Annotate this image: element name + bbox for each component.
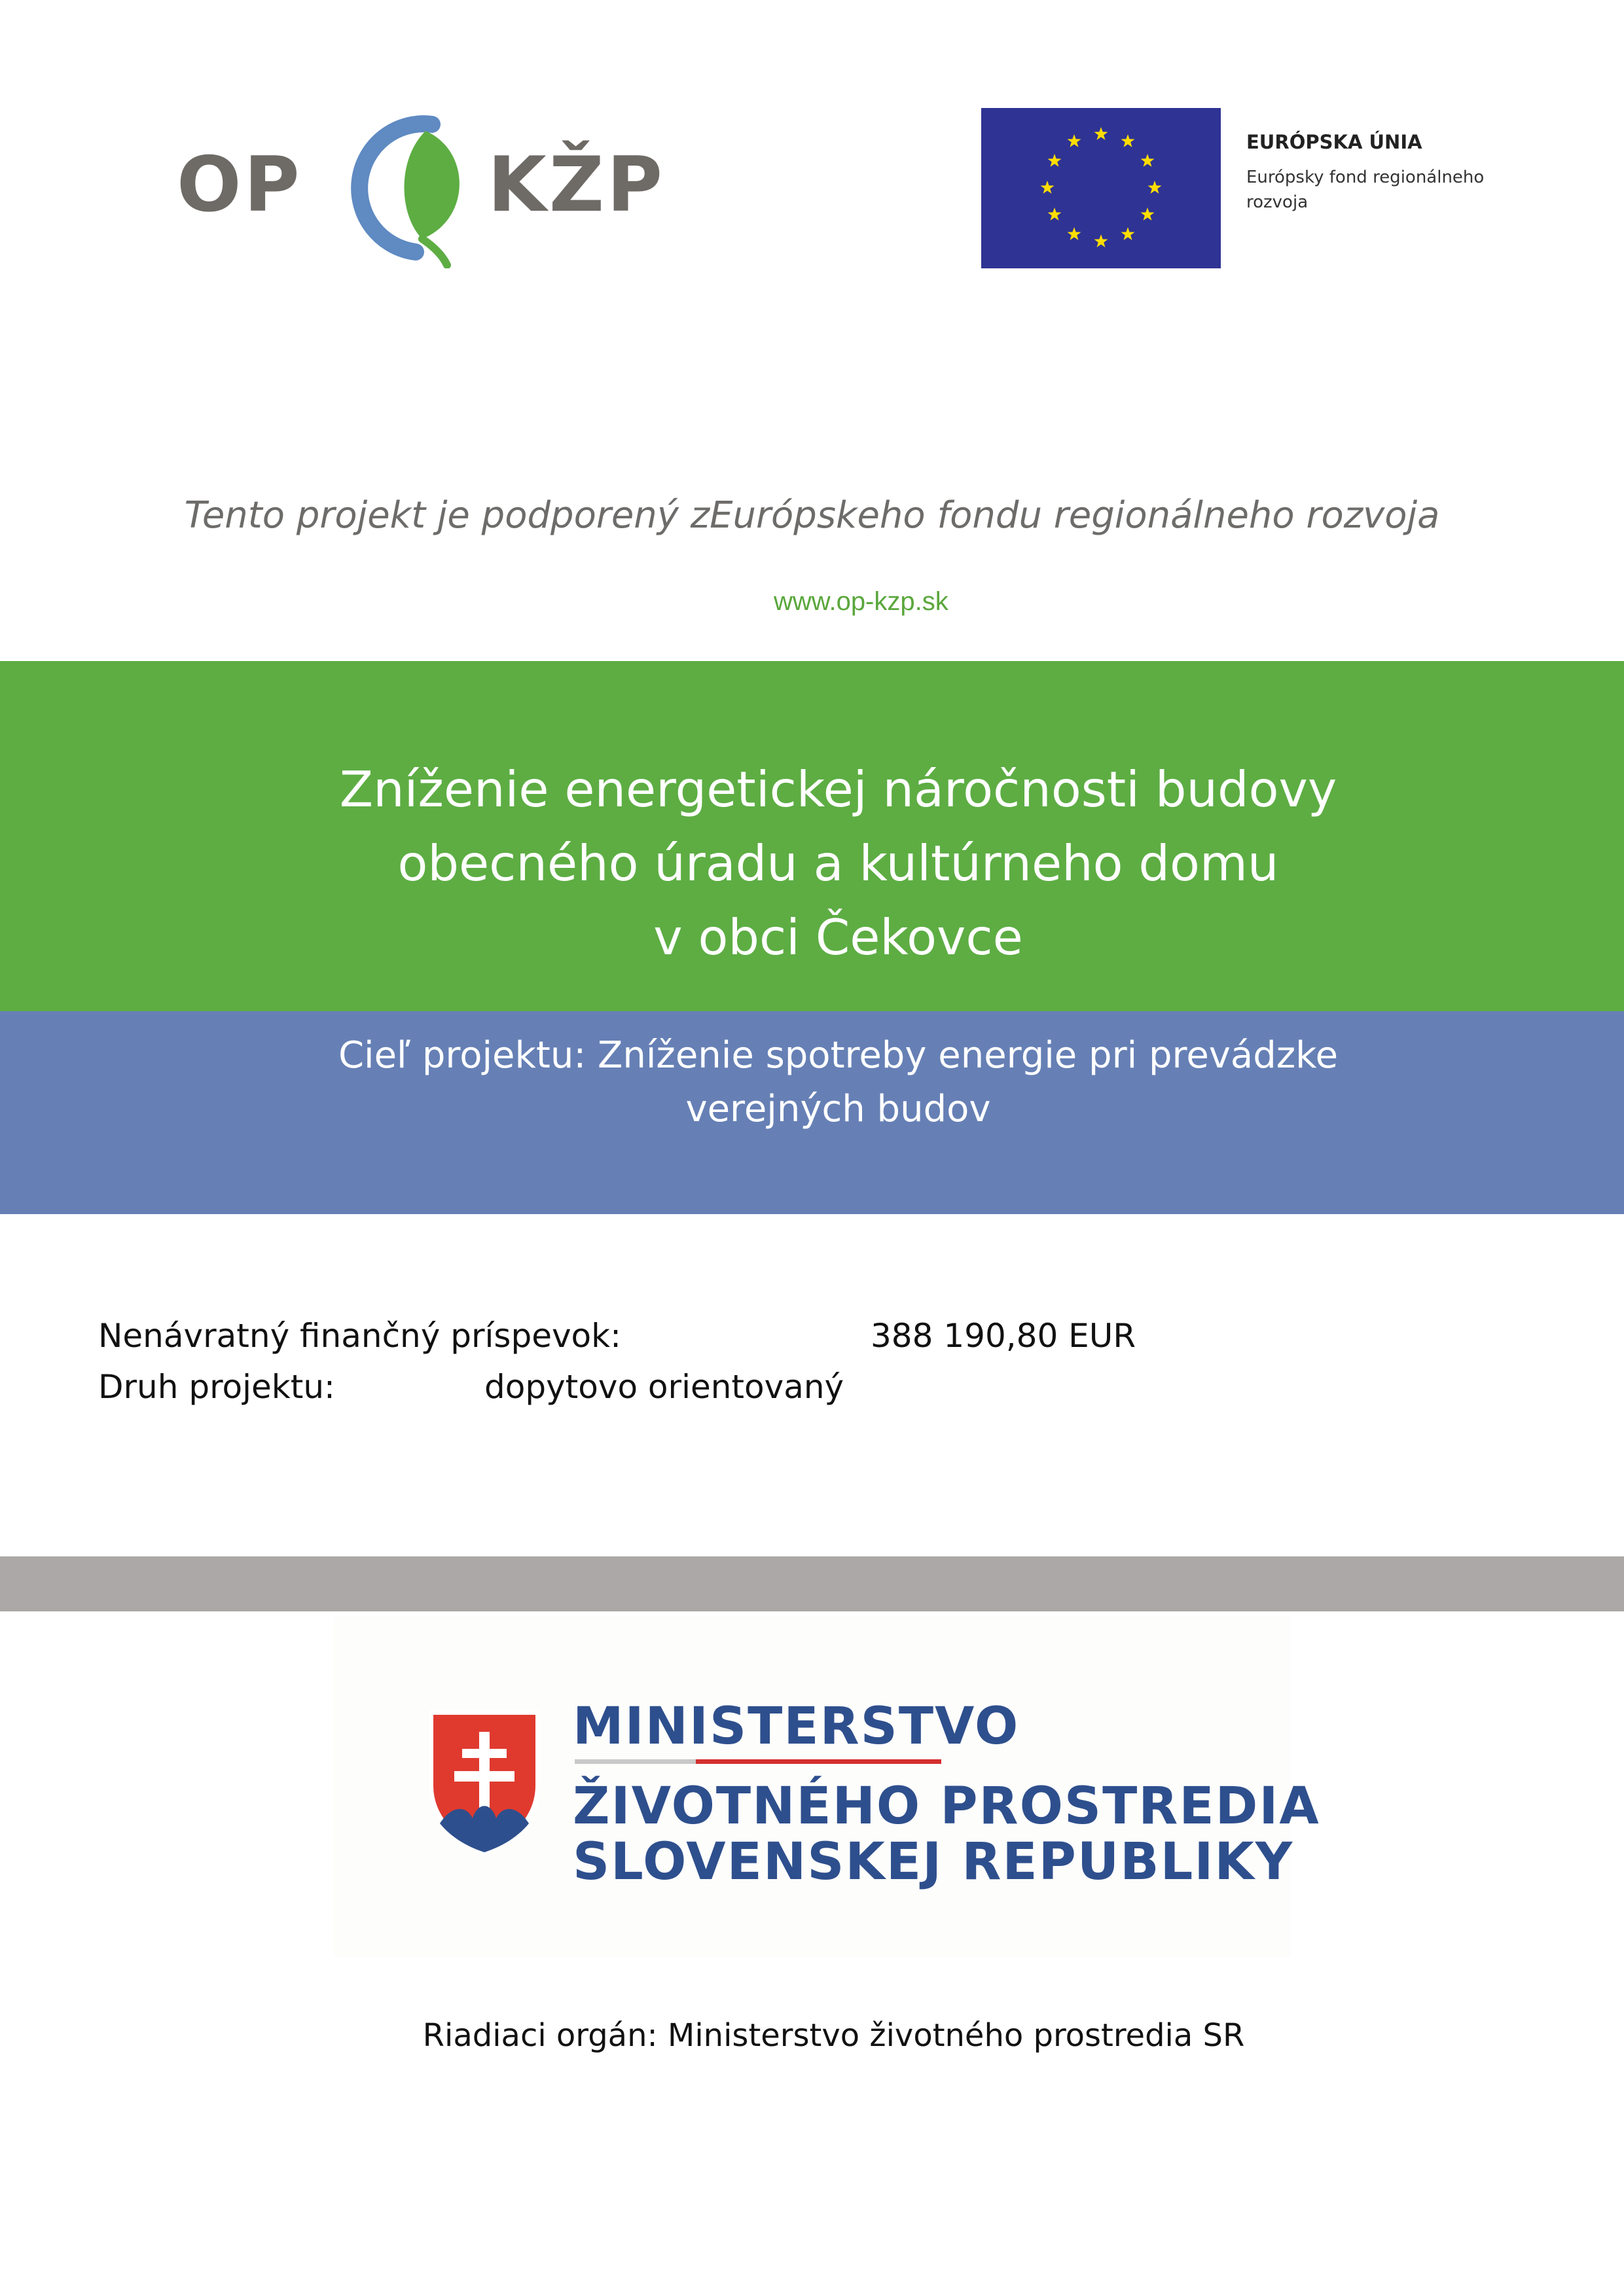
eu-star-icon xyxy=(1041,181,1055,194)
eu-flag-icon xyxy=(981,108,1221,268)
opkzp-logo xyxy=(177,105,666,268)
project-title-line: v obci Čekovce xyxy=(653,908,1023,966)
ministry-name-line: ŽIVOTNÉHO PROSTREDIA xyxy=(573,1777,1320,1836)
ministry-name-line: SLOVENSKEJ REPUBLIKY xyxy=(573,1833,1294,1892)
eu-star-icon xyxy=(1094,234,1108,247)
logo-text-kzp: KŽP xyxy=(488,141,666,229)
logo-text-op: OP xyxy=(177,141,302,229)
eu-star-icon xyxy=(1068,134,1081,147)
project-title-line: obecného úradu a kultúrneho domu xyxy=(397,834,1279,892)
eu-star-icon xyxy=(1148,181,1162,194)
eu-star-icon xyxy=(1048,154,1062,167)
eu-star-icon xyxy=(1121,227,1135,240)
eu-title: EURÓPSKA ÚNIA xyxy=(1246,131,1422,153)
support-statement: Tento projekt je podporený zEurópskeho fondu regionálneho rozvoja xyxy=(184,494,1440,537)
managing-authority xyxy=(0,2017,1624,2054)
ministry-name-line: MINISTERSTVO xyxy=(573,1697,1020,1756)
eu-star-icon xyxy=(1094,127,1108,140)
ministry-tricolor-rule xyxy=(575,1759,941,1764)
project-goal-line: Cieľ projektu: Zníženie spotreby energie pri prevádzke xyxy=(338,1034,1339,1077)
project-title xyxy=(0,753,1624,975)
leaf-circle-icon xyxy=(317,105,475,268)
project-title-line: Zníženie energetickej náročnosti budovy xyxy=(339,761,1337,818)
eu-subtitle: Európsky fond regionálneho rozvoja xyxy=(1246,168,1485,212)
project-goal xyxy=(0,1029,1624,1136)
project-type-value: dopytovo orientovaný xyxy=(484,1368,844,1406)
project-type-label: Druh projektu: xyxy=(98,1368,335,1406)
eu-star-icon xyxy=(1121,134,1135,147)
grant-value: 388 190,80 EUR xyxy=(871,1317,1136,1355)
eu-star-icon xyxy=(1141,154,1155,167)
slovak-coat-of-arms-icon xyxy=(425,1707,543,1857)
eu-star-icon xyxy=(1141,207,1155,221)
grant-label: Nenávratný finančný príspevok: xyxy=(98,1317,621,1355)
eu-star-icon xyxy=(1068,227,1081,240)
website-link[interactable]: www.op-kzp.sk xyxy=(774,587,948,616)
project-goal-line: verejných budov xyxy=(685,1088,991,1130)
divider-band xyxy=(0,1556,1624,1611)
managing-authority-text: Riadiaci orgán: Ministerstvo životného prostredia SR xyxy=(422,2017,1245,2054)
eu-star-icon xyxy=(1048,207,1062,221)
